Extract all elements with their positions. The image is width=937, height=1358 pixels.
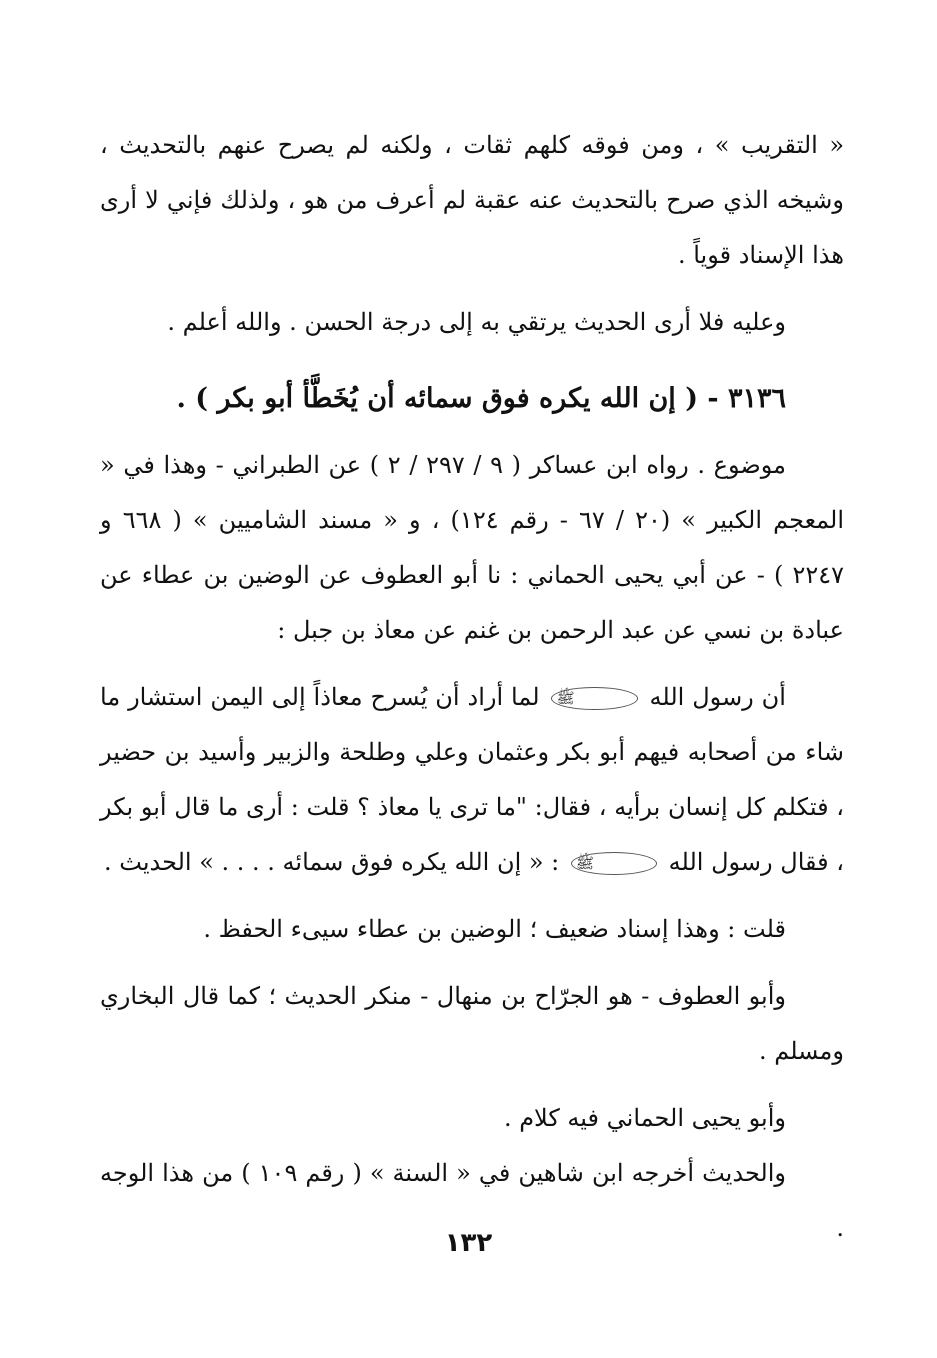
paragraph-himmani: وأبو يحيى الحماني فيه كلام . (503, 1104, 786, 1132)
hadith-text-part-2: لما أراد أن يُسرح معاذاً إلى اليمن استشار ما شاء من أصحابه فيهم أبو بكر وعثمان وعلي وطلحة والزبير وأسيد بن حضير ، فتكلم كل إنسان برأيه ، فقال: "ما ترى يا معاذ ؟ قلت : أرى ما قال أبو بكر ، فقال رسول الله (100, 683, 844, 876)
hadith-title: ٣١٣٦ - ( إن الله يكره فوق سمائه أن يُخَطَّأ أبو بكر ) . (176, 383, 786, 414)
salawat-symbol-icon: ﷺ (551, 687, 637, 710)
page-number: ١٣٢ (444, 1228, 493, 1258)
paragraph-conclusion: وعليه فلا أرى الحديث يرتقي به إلى درجة الحسن . والله أعلم . (167, 308, 786, 336)
paragraph-ibn-shahin: والحديث أخرجه ابن شاهين في « السنة » ( رقم ١٠٩ ) من هذا الوجه . (100, 1159, 844, 1242)
paragraph-hadith-text (100, 670, 844, 890)
hadith-text-part-3: : « إن الله يكره فوق سمائه . . . . » الحديث . (104, 848, 560, 876)
paragraph-isnad-weak: قلت : وهذا إسناد ضعيف ؛ الوضين بن عطاء سيىء الحفظ . (203, 915, 786, 943)
page-body (100, 118, 844, 1256)
salawat-symbol-icon: ﷺ (571, 852, 657, 875)
hadith-text-part-1: أن رسول الله (649, 683, 786, 711)
paragraph-takhrij: موضوع . رواه ابن عساكر ( ٩ / ٢٩٧ / ٢ ) عن الطبراني - وهذا في « المعجم الكبير » (٢٠ / ٦٧ - رقم ١٢٤) ، و « مسند الشاميين » ( ٦٦٨ و ٢٢٤٧ ) - عن أبي يحيى الحماني : نا أبو العطوف عن الوضين بن عطاء عن عبادة بن نسي عن عبد الرحمن بن غنم عن معاذ بن جبل : (100, 451, 845, 644)
paragraph-taqrib: « التقريب » ، ومن فوقه كلهم ثقات ، ولكنه لم يصرح عنهم بالتحديث ، وشيخه الذي صرح بالتحديث عنه عقبة لم أعرف من هو ، ولذلك فإني لا أرى هذا الإسناد قوياً . (100, 131, 844, 269)
paragraph-abu-al-atuf: وأبو العطوف - هو الجرّاح بن منهال - منكر الحديث ؛ كما قال البخاري ومسلم . (100, 982, 844, 1065)
